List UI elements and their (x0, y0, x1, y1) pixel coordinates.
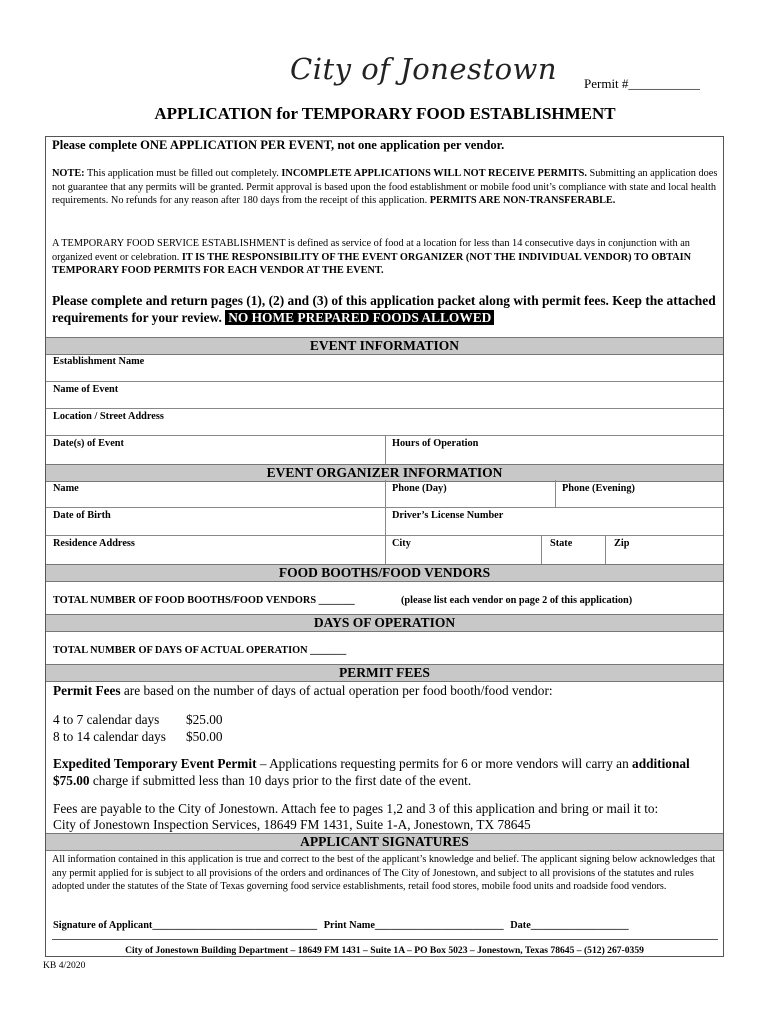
return-text: Please complete and return pages (1), (2) and (3) of this application packet along with permit fees. Keep the attached requirements for your review. (52, 293, 716, 325)
footer-contact: City of Jonestown Building Department – 18649 FM 1431 – Suite 1A – PO Box 5023 – Jonestown, Texas 78645 – (512) 267-0359 (125, 945, 644, 956)
days-row (46, 632, 723, 664)
total-days-field[interactable]: TOTAL NUMBER OF DAYS OF ACTUAL OPERATION _______ (53, 645, 347, 656)
return-instructions (52, 292, 720, 326)
state-field[interactable] (541, 536, 605, 564)
note-label: NOTE: (52, 168, 85, 179)
definition-paragraph (52, 237, 720, 278)
location-label: Location / Street Address (53, 411, 164, 422)
permit-number-field[interactable]: Permit #___________ (584, 76, 700, 91)
residence-address-label: Residence Address (53, 538, 135, 549)
fees-lead (53, 683, 721, 700)
state-label: State (550, 538, 573, 549)
expedited-text-2: charge if submitted less than 10 days prior to the first date of the event. (89, 772, 472, 788)
expedited-permit-text (53, 756, 721, 789)
note-text-2: Submitting an application does not guarantee that any permits will be granted. Permit approval is based upon the food establishment or mobile food unit’s compliance with state and local health requirements. No refunds for any reason after 180 days from the receipt of this application. (52, 168, 718, 206)
dob-label: Date of Birth (53, 510, 111, 521)
phone-evening-field[interactable] (555, 480, 723, 507)
phone-day-label: Phone (Day) (392, 483, 447, 494)
fees-payable-text: Fees are payable to the City of Jonestown. Attach fee to pages 1,2 and 3 of this application and bring or mail it to: (53, 801, 659, 816)
establishment-name-label: Establishment Name (53, 356, 145, 367)
one-application-notice: Please complete ONE APPLICATION PER EVENT, not one application per vendor. (52, 138, 505, 152)
fee-tier-1-label: 4 to 7 calendar days (53, 712, 160, 727)
expedited-amount: additional $75.00 (53, 756, 690, 788)
fee-tier-1 (53, 712, 223, 729)
note-incomplete-warning: INCOMPLETE APPLICATIONS WILL NOT RECEIVE PERMITS. (281, 168, 587, 179)
event-dates-row (46, 436, 723, 464)
city-label: City (392, 538, 411, 549)
fees-lead-bold: Permit Fees (53, 683, 121, 698)
date-field[interactable]: Date___________________ (510, 920, 629, 931)
city-field[interactable] (385, 536, 541, 564)
phone-evening-label: Phone (Evening) (562, 483, 635, 494)
note-paragraph (52, 167, 720, 208)
inspection-address: City of Jonestown Inspection Services, 18649 FM 1431, Suite 1-A, Jonestown, TX 78645 (53, 817, 531, 832)
phone-day-field[interactable] (385, 480, 555, 507)
note-text-1: This application must be filled out completely. (87, 168, 279, 179)
permit-fees-heading: PERMIT FEES (46, 664, 723, 682)
fee-tier-2 (53, 729, 223, 746)
expedited-text-1: – Applications requesting permits for 6 or more vendors will carry an (256, 756, 633, 771)
print-name-field[interactable]: Print Name_________________________ (323, 920, 504, 931)
zip-label: Zip (614, 538, 630, 549)
fee-tier-1-amount: $25.00 (186, 712, 223, 727)
organizer-responsibility: IT IS THE RESPONSIBILITY OF THE EVENT ORGANIZER (NOT THE INDIVIDUAL VENDOR) TO OBTAIN TEMPORARY FOOD PERMITS FOR EACH VENDOR AT THE EVENT. (52, 251, 692, 276)
booths-note: (please list each vendor on page 2 of this application) (401, 595, 633, 606)
license-label: Driver’s License Number (392, 510, 504, 521)
organizer-dob-row (46, 508, 723, 536)
hours-field[interactable] (385, 436, 723, 464)
applicant-statement: All information contained in this application is true and correct to the best of the applicant’s knowledge and belief. The applicant signing below acknowledges that any permit applied for is subject to all provisions of the orders and ordinances of The City of Jonestown, and subject to all provisions of the statutes and rules adopted under the statutes of the State of Texas governing food service establishments, retail food stores, mobile food units and roadside food vendors. (52, 854, 716, 892)
event-dates-label: Date(s) of Event (53, 438, 124, 449)
event-name-label: Name of Event (53, 384, 119, 395)
signature-field[interactable]: Signature of Applicant________________________________ (53, 920, 318, 931)
definition-text: A TEMPORARY FOOD SERVICE ESTABLISHMENT is defined as service of food at a location for less than 14 consecutive days in conjunction with an organized event or celebration. (52, 238, 690, 263)
fees-lead-text: are based on the number of days of actual operation per food booth/food vendor: (120, 683, 553, 698)
event-organizer-heading: EVENT ORGANIZER INFORMATION (46, 464, 723, 482)
event-information-heading: EVENT INFORMATION (46, 337, 723, 355)
organizer-address-row (46, 536, 723, 564)
booths-row (46, 582, 723, 614)
organizer-name-row (46, 480, 723, 508)
total-booths-field[interactable]: TOTAL NUMBER OF FOOD BOOTHS/FOOD VENDORS _______ (53, 595, 355, 606)
zip-field[interactable] (605, 536, 723, 564)
revision-code: KB 4/2020 (43, 960, 86, 971)
organizer-name-label: Name (53, 483, 79, 494)
no-home-foods-badge: NO HOME PREPARED FOODS ALLOWED (225, 310, 494, 325)
hours-label: Hours of Operation (392, 438, 479, 449)
note-non-transferable: PERMITS ARE NON-TRANSFERABLE. (429, 195, 616, 206)
city-logo: City of Jonestown (290, 52, 558, 86)
page-title: APPLICATION for TEMPORARY FOOD ESTABLISHMENT (154, 104, 616, 123)
applicant-signatures-heading: APPLICANT SIGNATURES (46, 833, 723, 851)
food-booths-heading: FOOD BOOTHS/FOOD VENDORS (46, 564, 723, 582)
establishment-name-field[interactable] (46, 355, 723, 382)
fee-tier-2-amount: $50.00 (186, 729, 223, 744)
event-name-field[interactable] (46, 382, 723, 409)
license-field[interactable] (385, 508, 723, 535)
days-of-operation-heading: DAYS OF OPERATION (46, 614, 723, 632)
footer-divider (52, 939, 718, 940)
fee-tier-2-label: 8 to 14 calendar days (53, 729, 166, 744)
expedited-label: Expedited Temporary Event Permit (53, 756, 257, 771)
location-field[interactable] (46, 409, 723, 436)
signature-line (53, 920, 629, 931)
